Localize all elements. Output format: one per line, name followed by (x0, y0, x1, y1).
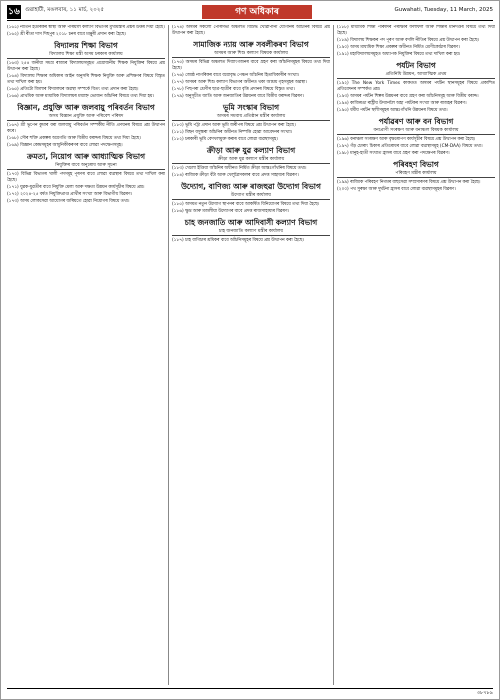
section-subtitle: বিদ্যালয় শিক্ষা মন্ত্ৰী অসম চৰকাৰ কাৰ্যালয় (7, 51, 165, 59)
section-title: পৰ্যাৱৰণ আৰু বন বিভাগ (378, 117, 454, 126)
question-item: (১৮৯) বিদ্যালয় শিক্ষকৰ পদ পূৰণ আৰু বদলি নীতিৰ বিষয়ে প্ৰশ্ন উত্থাপন কৰা হৈছে। (337, 38, 480, 43)
section-subtitle: অসম বিজ্ঞান প্ৰযুক্তি আৰু পৰিবেশ পৰিষদ (7, 113, 165, 121)
section-subtitle: অসমৰ সমবায় প্ৰতিষ্ঠান মন্ত্ৰীৰ কাৰ্যালয় (172, 113, 330, 121)
question-item: (১৬১) নীতিন ইউৰিকৰ স্বাস্থ্য আৰু পৰিয়াল কল্যাণ বিভাগৰ মুখ্যমন্ত্ৰীৰ প্ৰশ্নৰ উত্তৰ দিয়া হৈছে। (7, 25, 165, 30)
question-item: (১৯১) মহাবিদ্যালয়সমূহত অধ্যাপক নিযুক্তিৰ বিষয়ে তথ্য দাখিল কৰা হয়। (337, 52, 461, 57)
question-item: (১৬৪) বিদ্যালয় শিক্ষাৰ অধিকাৰ আইন অনুসৰি শিক্ষক নিযুক্তি আৰু প্ৰশিক্ষণৰ বিষয়ে বিস্তৃত তথ্য দাখিল কৰা হয়। (7, 74, 165, 85)
page-header (7, 5, 493, 21)
page-number: ১৬ (8, 7, 20, 17)
question-item: (১৭০) বিভিন্ন বিভাগৰ খালী পদসমূহ পূৰণৰ বাবে লোৱা ব্যৱস্থাৰ বিষয়ে তথ্য দাখিল কৰা হৈছে। (7, 172, 165, 183)
question-item: (১৭৮) পিছপৰা শ্ৰেণীৰ ছাত্ৰ-ছাত্ৰীৰ বাবে বৃত্তি প্ৰদানৰ বিষয়ে বিস্তৃত তথ্য। (172, 87, 295, 92)
section-subtitle: ক্ৰীড়া আৰু যুৱ কল্যাণ মন্ত্ৰীৰ কাৰ্যালয় (172, 156, 330, 164)
masthead-logo: গণ অধিকাৰ (202, 5, 312, 19)
question-item: (১৯৯) ৰাজ্যিক পৰিবহণ নিগমৰ বাছসেৱা সম্প্ৰসাৰণৰ বিষয়ে প্ৰশ্ন উত্থাপন কৰা হৈছে। (337, 180, 481, 185)
question-item: (১৬৬) প্ৰাথমিক আৰু মাধ্যমিক বিদ্যালয়ৰ মধ্যাহ্ন ভোজন আঁচনিৰ বিষয়ে তথ্য দিয়া হয়। (7, 94, 155, 99)
column-2 (172, 25, 330, 685)
question-item: (১৮২) চৰকাৰী ভূমি বেদখলমুক্ত কৰাৰ বাবে লোৱা ব্যৱস্থাসমূহ। (172, 137, 278, 142)
column-3 (337, 25, 495, 685)
article-section (7, 152, 165, 205)
section-subtitle: উদ্যোগ মন্ত্ৰীৰ কাৰ্যালয় (172, 192, 330, 200)
question-item: (১৮৫) অসমত নতুন উদ্যোগ স্থাপনৰ বাবে আকৰ্ষিত বিনিয়োগৰ বিষয়ে তথ্য দিয়া হৈছে। (172, 202, 320, 207)
question-item: (১৯২) The New York Times কাকতত অসমৰ পৰ্যটন স্থানসমূহৰ বিষয়ে প্ৰকাশিত প্ৰতিবেদনৰ সম্পৰ্কত প্ৰশ্ন। (337, 81, 495, 92)
question-item: (১৮৬) ক্ষুদ্ৰ আৰু মজলীয়া উদ্যোগৰ বাবে প্ৰদত্ত ৰাজসাহায্যৰ বিৱৰণ। (172, 209, 289, 214)
section-title: সামাজিক ন্যায় আৰু সবলীকৰণ বিভাগ (193, 40, 309, 49)
question-item: (১৭৬) জ্যেষ্ঠ নাগৰিকৰ বাবে বয়োবৃদ্ধ পেঞ্চন আঁচনিৰ হিতাধিকাৰীৰ সংখ্যা। (172, 73, 300, 78)
question-item: (১৭৪) অসমৰ সকলো পৌৰসভা অঞ্চলত বিশুদ্ধ খোৱাপানী যোগানৰ আঁচনিৰ বিষয়ে প্ৰশ্ন উত্থাপন কৰা হৈছে। (172, 25, 330, 36)
article-section (172, 146, 330, 179)
section-title: ক্ৰমতা, নিয়োগ আৰু আধ্যাত্মিক বিভাগ (27, 152, 145, 161)
question-item: (১৮১) মিছন বসুন্ধৰা আঁচনিৰ অধীনত নিষ্পত্তি হোৱা আবেদনৰ সংখ্যা। (172, 130, 293, 135)
section-title: বিদ্যালয় শিক্ষা বিভাগ (54, 41, 118, 50)
question-item: (১৬৮) সৌৰ শক্তি প্ৰকল্পৰ অগ্ৰগতি আৰু বিত্তীয় বৰাদ্দৰ বিষয়ে তথ্য দিয়া হৈছে। (7, 136, 141, 141)
question-item: (১৭৩) অসম লোকসেৱা আয়োগৰ জৰিয়তে হোৱা নিয়োগৰ বিষয়ে তথ্য। (7, 199, 130, 204)
section-subtitle: বন্যপ্ৰাণী সংৰক্ষণ আৰু বনাঞ্চল বিষয়ক কাৰ্যালয় (337, 127, 495, 135)
section-title: বিজ্ঞান, প্ৰযুক্তি আৰু জলবায়ু পৰিবৰ্তন বিভাগ (17, 103, 155, 112)
section-title: ক্ৰীড়া আৰু যুৱ কল্যাণ বিভাগ (206, 146, 296, 155)
article-section (172, 25, 330, 37)
question-item: (১৮০) ভূমি পট্টা প্ৰদান আৰু ভূমি জৰীপৰ বিষয়ে প্ৰশ্ন উত্থাপন কৰা হৈছে। (172, 123, 296, 128)
question-item: (১৭৭) অসমৰ আৰু শিশু কল্যাণ বিভাগৰ অধীনত থকা আশ্ৰয় গৃহসমূহৰ অৱস্থা। (172, 80, 307, 85)
article-section (337, 61, 495, 114)
article-section (172, 182, 330, 215)
section-subtitle: অসমৰ আৰু শিশু কল্যাণ বিষয়ক কাৰ্যালয় (172, 50, 330, 58)
question-item: (১৮৩) খেলো ইণ্ডিয়া আঁচনিৰ অধীনত নিৰ্মিত ক্ৰীড়া আন্তঃগাঁথনিৰ বিষয়ে তথ্য। (172, 166, 307, 171)
header-date-right: Guwahati, Tuesday, 11 March, 2025 (394, 7, 493, 13)
section-subtitle: নিযুক্তিৰ বাবে অনুৰোধ আৰু সূচনা (7, 162, 165, 170)
question-item: (১৯০) অসম মাধ্যমিক শিক্ষা প্ৰকল্পৰ অধীনত নিৰ্মিত শ্ৰেণীকোঠাৰ বিৱৰণ। (337, 45, 460, 50)
column-divider (168, 25, 169, 685)
section-subtitle: চাহ জনজাতি কল্যাণ মন্ত্ৰীৰ কাৰ্যালয় (172, 228, 330, 236)
question-item: (১৬৩) ২৫৪ জনীয়া সমগ্ৰ ৰাজ্যৰ বিদ্যালয়সমূহত প্ৰয়োজনীয় শিক্ষক নিযুক্তিৰ বিষয়ে প্ৰশ্ন উত্থাপন কৰা হৈছে। (7, 61, 165, 72)
section-title: পৰ্যটন বিভাগ (396, 61, 436, 70)
question-item: (১৯৫) ধৰ্মীয় পৰ্যটন স্থলীসমূহৰ আন্তঃগাঁথনি উন্নয়নৰ বিষয়ে তথ্য। (337, 108, 448, 113)
column-divider (333, 25, 334, 685)
question-item: (১৯৬) বনাঞ্চল সংৰক্ষণ আৰু বৃক্ষৰোপণ কাৰ্যসূচীৰ বিষয়ে প্ৰশ্ন উত্থাপন কৰা হৈছে। (337, 137, 476, 142)
question-item: (১৭৫) অসমৰ বিভিন্ন অঞ্চলত দিব্যাংগজনৰ বাবে গ্ৰহণ কৰা আঁচনিসমূহৰ বিষয়ে তথ্য দিয়া হৈছে। (172, 60, 330, 71)
article-section (337, 160, 495, 193)
section-subtitle: পৰিবহণ মন্ত্ৰীৰ কাৰ্যালয় (337, 170, 495, 178)
question-item: (১৬৭) শ্ৰী ভূপেন কুমাৰ বৰা জলবায়ু পৰিবৰ্তন সম্পৰ্কীয় নীতি প্ৰণয়নৰ বিষয়ে প্ৰশ্ন উত্থাপন কৰে। (7, 123, 165, 134)
section-subtitle: প্ৰতিনিধি উন্নয়ন, আধ্যাত্মিক প্ৰথম (337, 71, 495, 79)
page-footer (7, 688, 493, 696)
section-title: উদ্যোগ, বাণিজ্য আৰু ৰাজহুৱা উদ্যোগ বিভাগ (181, 182, 321, 191)
question-item: (১৯৮) মানুহ-হাতী সংঘাত হ্ৰাসৰ বাবে গ্ৰহণ কৰা পদক্ষেপৰ বিৱৰণ। (337, 151, 450, 156)
article-section (7, 25, 165, 38)
question-item: (১৭১) যুৱক-যুৱতীৰ বাবে নিযুক্তি মেলা আৰু দক্ষতা উন্নয়ন কাৰ্যসূচীৰ বিষয়ে প্ৰশ্ন। (7, 185, 145, 190)
article-section (337, 117, 495, 157)
section-title: পৰিবহণ বিভাগ (393, 160, 439, 169)
article-section (172, 103, 330, 143)
article-section (172, 40, 330, 100)
footer-id: ৩৮৭৮৯ (476, 690, 493, 696)
question-item: (১৮৪) ৰাজ্যিক ক্ৰীড়া বঁটা আৰু খেলুৱৈসকলৰ বাবে প্ৰদত্ত সাহায্যৰ বিৱৰণ। (172, 173, 299, 178)
question-item: (১৭৯) অনুসূচীত জাতি আৰু জনজাতিৰ উন্নয়নৰ বাবে বিত্তীয় বৰাদ্দৰ বিৱৰণ। (172, 94, 304, 99)
column-1 (7, 25, 165, 685)
question-item: (১৬৫) প্ৰতিটো জিলাৰ বিদ্যালয়ৰ অৱস্থা সম্পৰ্কে বিতং তথ্য প্ৰদান কৰা হৈছে। (7, 87, 139, 92)
question-item: (১৮৭) চাহ বাগিচাৰ শ্ৰমিকৰ বাবে আঁচনিসমূহৰ বিষয়ে প্ৰশ্ন উত্থাপন কৰা হৈছে। (172, 238, 304, 243)
article-section (7, 103, 165, 149)
header-date-left: গুৱাহাটী, মঙলবাৰ, ১১ মাৰ্চ, ২০২৫ (25, 7, 104, 13)
question-item: (১৮৮) মাধ্যমিক শিক্ষা পৰিষদৰ পৰীক্ষাৰ ফলাফল আৰু শিক্ষাৰ মানদণ্ডৰ বিষয়ে তথ্য দিয়া হৈছে। (337, 25, 495, 36)
question-item: (১৭২) ২০২৪-২৫ বৰ্ষত নিযুক্তিপ্ৰাপ্ত প্ৰাৰ্থীৰ সংখ্যা আৰু বিভাগীয় বিৱৰণ। (7, 192, 133, 197)
question-item: (১৬২) শ্ৰী ৰীতা দাস দিছপুৰ ২০১৮ চনৰ বাবে মঞ্জুৰী প্ৰদান কৰা হৈছে। (7, 32, 126, 37)
section-title: চাহ জনজাতি আৰু আদিবাসী কল্যাণ বিভাগ (184, 218, 318, 227)
question-item: (১৯৪) কাজিৰঙা ৰাষ্ট্ৰীয় উদ্যানলৈ অহা পৰ্যটকৰ সংখ্যা আৰু ৰাজহৰ বিৱৰণ। (337, 101, 467, 106)
article-section (7, 41, 165, 100)
question-item: (১৯৭) গঁড় চোৰাং চিকাৰ প্ৰতিৰোধৰ বাবে লোৱা ব্যৱস্থাসমূহ (CM-DAA) বিষয়ে তথ্য। (337, 144, 483, 149)
question-item: (১৯৩) অসমৰ পৰ্যটন শিল্পৰ উন্নয়নৰ বাবে গ্ৰহণ কৰা আঁচনিসমূহ আৰু বিত্তীয় বৰাদ্দ। (337, 94, 479, 99)
section-title: ভূমি সংস্কাৰ বিভাগ (222, 103, 280, 112)
article-section (337, 25, 495, 58)
question-item: (১৬৯) বিজ্ঞান কেন্দ্ৰসমূহৰ আধুনিকীকৰণৰ বাবে লোৱা পদক্ষেপসমূহ। (7, 143, 123, 148)
question-item: (২০০) পথ সুৰক্ষা আৰু দুৰ্ঘটনা হ্ৰাসৰ বাবে লোৱা ব্যৱস্থাসমূহৰ বিৱৰণ। (337, 187, 456, 192)
article-section (172, 218, 330, 244)
